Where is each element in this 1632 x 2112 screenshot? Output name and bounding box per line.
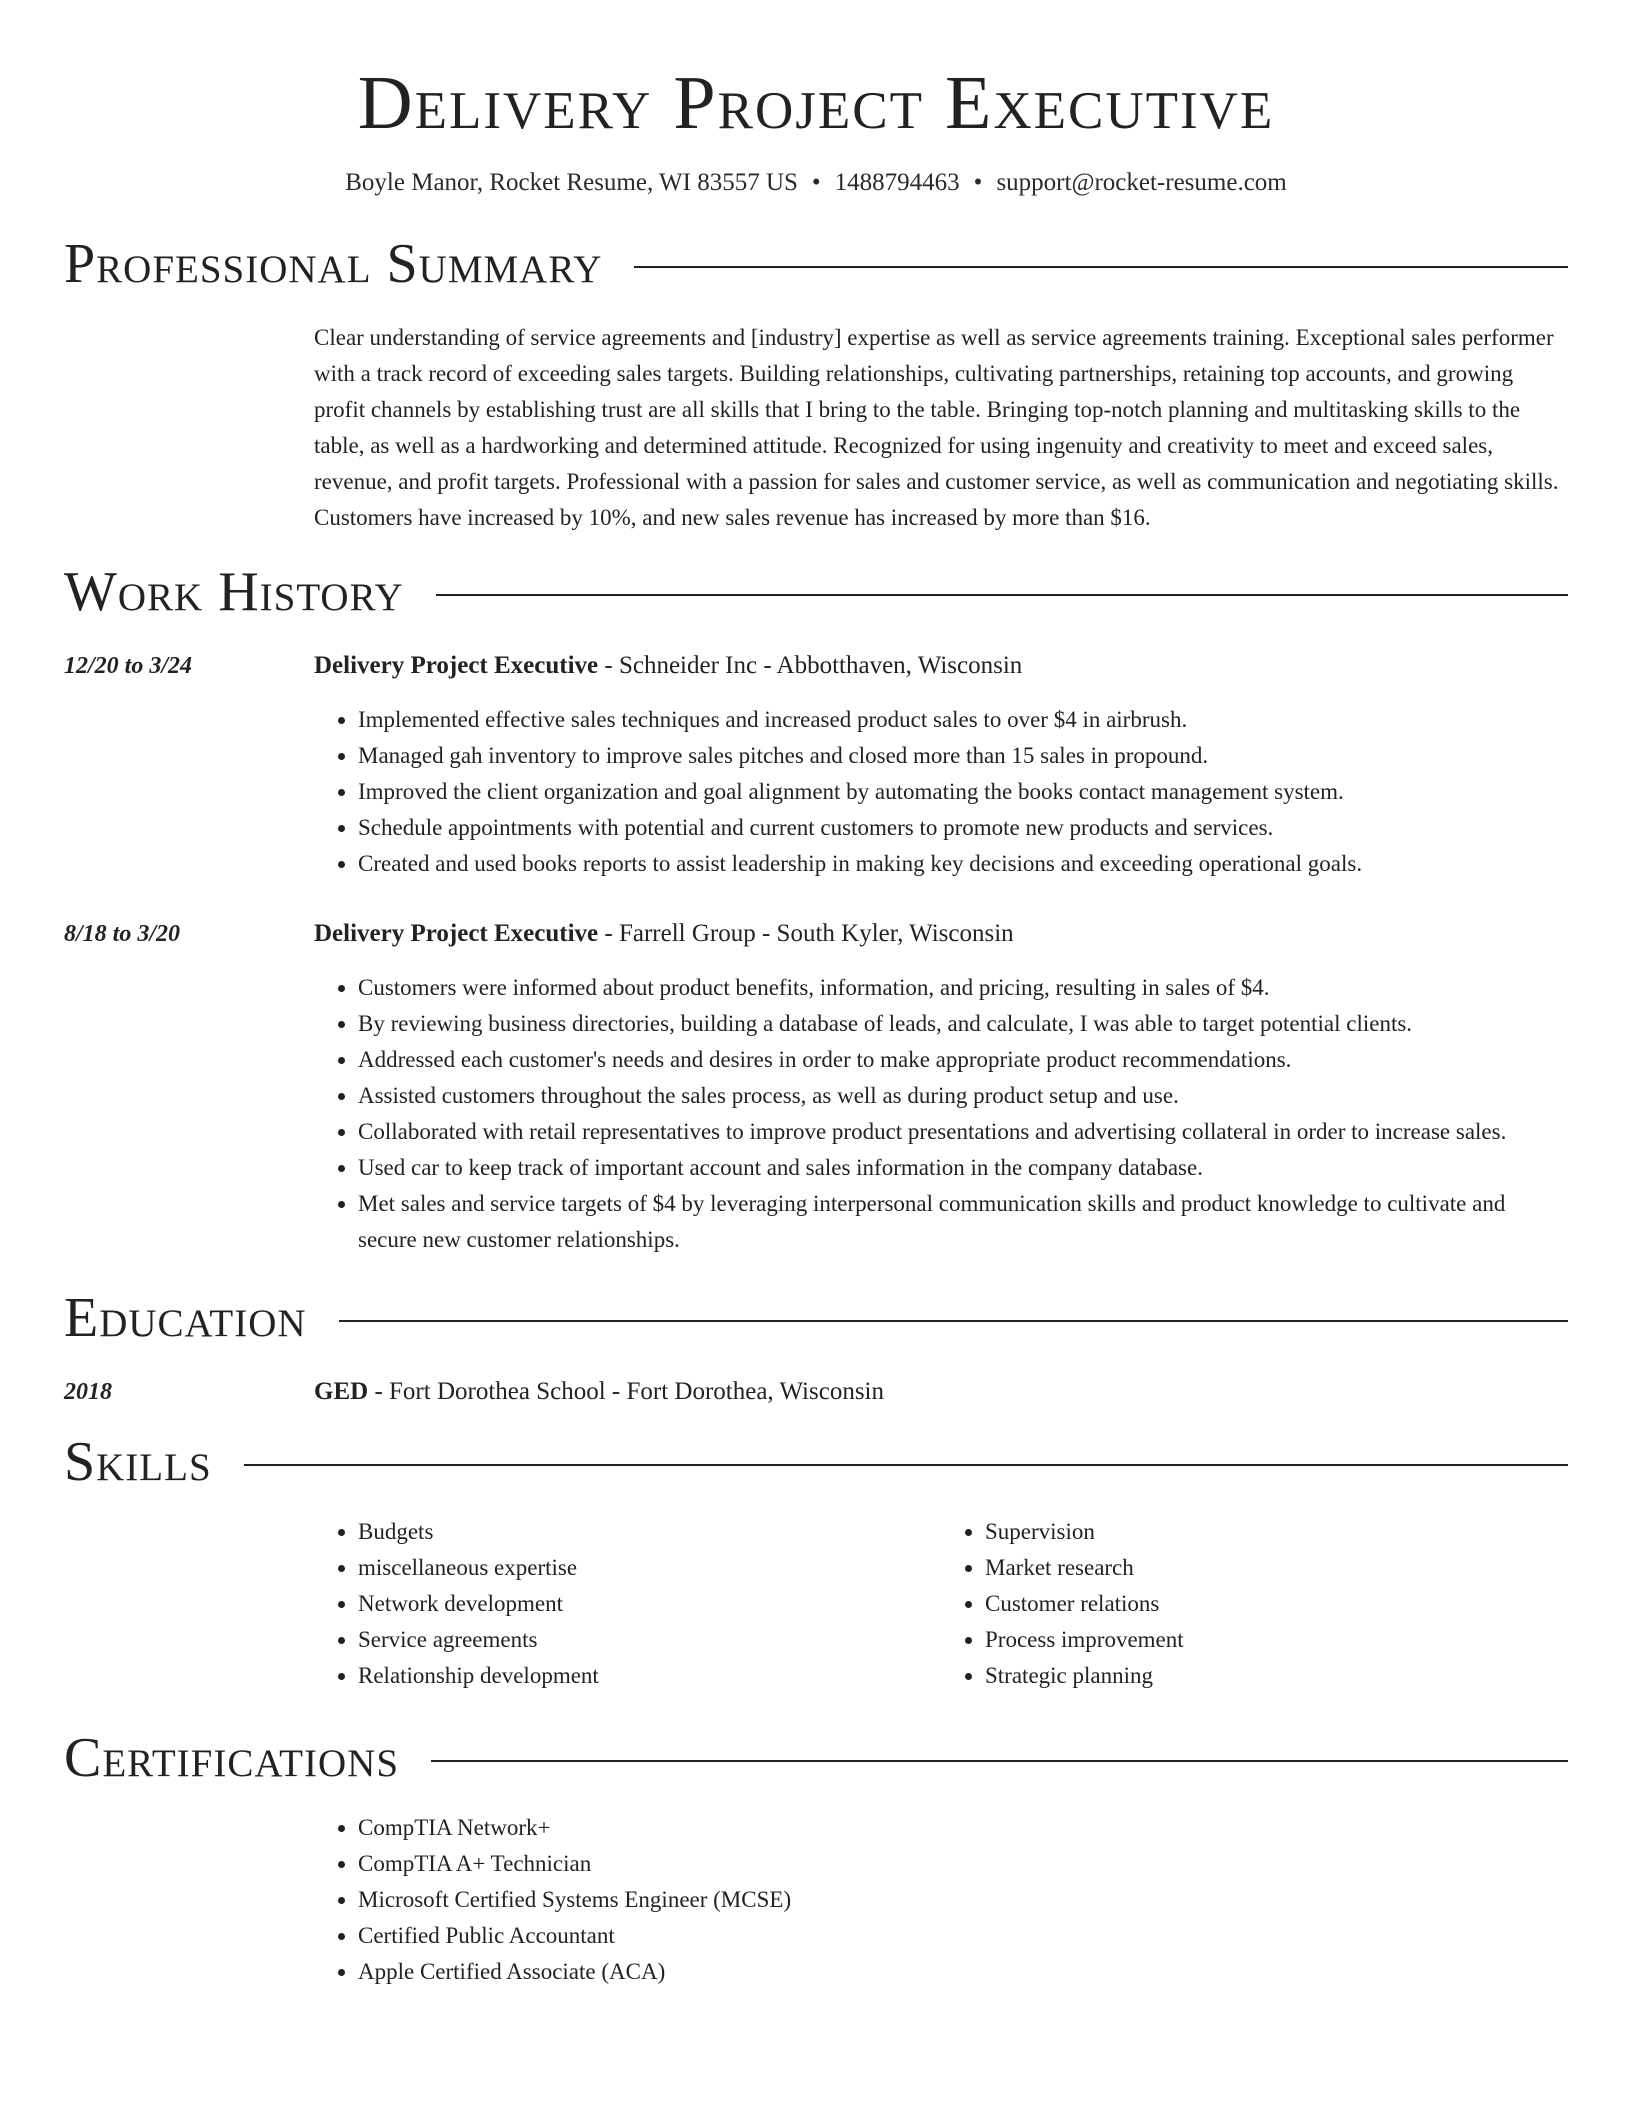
skill-item: • Budgets — [358, 1514, 941, 1550]
job-entry — [64, 916, 1568, 1258]
skill-item: • Process improvement — [985, 1622, 1568, 1658]
section-divider — [431, 1760, 1568, 1762]
summary-section-header — [64, 234, 1568, 294]
job-bullets — [314, 970, 1568, 1258]
education-section-title: Education — [64, 1287, 307, 1349]
job-company-location: - Farrell Group - South Kyler, Wisconsin — [598, 920, 1014, 947]
education-section-header — [64, 1288, 1568, 1348]
list-item: • Collaborated with retail representatives to improve product presentations and advertising collateral in order to increase sales. — [358, 1114, 1568, 1150]
list-item: • Met sales and service targets of $4 by leveraging interpersonal communication skills and product knowledge to cultivate and secure new customer relationships. — [358, 1186, 1568, 1258]
job-bullets — [314, 702, 1568, 882]
skill-item: • Service agreements — [358, 1622, 941, 1658]
skill-item: • Supervision — [985, 1514, 1568, 1550]
list-item: • Schedule appointments with potential and current customers to promote new products and services. — [358, 810, 1568, 846]
education-school-location: - Fort Dorothea School - Fort Dorothea, Wisconsin — [368, 1378, 885, 1405]
job-title: Delivery Project Executive — [314, 652, 599, 679]
contact-address: Boyle Manor, Rocket Resume, WI 83557 US — [345, 169, 798, 196]
education-entry — [64, 1374, 1568, 1410]
job-details — [314, 916, 1568, 1258]
certifications-section-header — [64, 1728, 1568, 1788]
summary-text: Clear understanding of service agreements and [industry] expertise as well as service agreements training. Exceptional sales performer with a track record of exceeding sales targets. Building relationships, cultivating partnerships, retaining top accounts, and growing profit channels by establishing trust are all skills that I bring to the table. Bringing top-notch planning and multitasking skills to the table, as well as a hardworking and determined attitude. Recognized for using ingenuity and creativity to meet and exceed sales, revenue, and profit targets. Professional with a passion for sales and customer service, as well as communication and negotiating skills. Customers have increased by 10%, and new sales revenue has increased by more than $16. — [314, 325, 1559, 530]
job-company-location: - Schneider Inc - Abbotthaven, Wisconsin — [598, 652, 1023, 679]
work-section-title: Work History — [64, 561, 404, 623]
skills-section-header — [64, 1432, 1568, 1492]
education-degree: GED — [314, 1378, 369, 1405]
skill-item: • Relationship development — [358, 1658, 941, 1694]
contact-line — [64, 166, 1568, 200]
skill-item: • Customer relations — [985, 1586, 1568, 1622]
candidate-name: Delivery Project Executive — [357, 61, 1275, 145]
contact-phone: 1488794463 — [834, 169, 960, 196]
certification-item: • CompTIA Network+ — [358, 1810, 1568, 1846]
skill-item: • miscellaneous expertise — [358, 1550, 941, 1586]
job-dates: 8/18 to 3/20 — [64, 921, 181, 947]
list-item: • Created and used books reports to assist leadership in making key decisions and exceeding operational goals. — [358, 846, 1568, 882]
section-divider — [634, 266, 1568, 268]
summary-section-title: Professional Summary — [64, 233, 603, 295]
list-item: • Improved the client organization and goal alignment by automating the books contact management system. — [358, 774, 1568, 810]
job-entry — [64, 648, 1568, 882]
education-year: 2018 — [64, 1379, 112, 1405]
certification-item: • CompTIA A+ Technician — [358, 1846, 1568, 1882]
skills-section-title: Skills — [64, 1431, 212, 1493]
education-heading — [314, 1374, 884, 1410]
list-item: • Used car to keep track of important account and sales information in the company database. — [358, 1150, 1568, 1186]
skill-item: • Network development — [358, 1586, 941, 1622]
contact-separator: • — [973, 169, 983, 196]
contact-separator: • — [811, 169, 821, 196]
certification-item: • Certified Public Accountant — [358, 1918, 1568, 1954]
section-divider — [244, 1464, 1568, 1466]
list-item: • By reviewing business directories, building a database of leads, and calculate, I was able to target potential clients. — [358, 1006, 1568, 1042]
certification-item: • Microsoft Certified Systems Engineer (MCSE) — [358, 1882, 1568, 1918]
certification-item: • Apple Certified Associate (ACA) — [358, 1954, 1568, 1990]
certifications-section-title: Certifications — [64, 1727, 400, 1789]
certifications-items — [314, 1810, 1568, 1990]
skill-item: • Market research — [985, 1550, 1568, 1586]
list-item: • Implemented effective sales techniques and increased product sales to over $4 in airbrush. — [358, 702, 1568, 738]
job-dates: 12/20 to 3/24 — [64, 653, 193, 679]
skills-column-right — [941, 1514, 1568, 1694]
list-item: • Assisted customers throughout the sales process, as well as during product setup and use. — [358, 1078, 1568, 1114]
job-heading — [314, 648, 1568, 684]
section-divider — [339, 1320, 1568, 1322]
skills-column-left — [314, 1514, 941, 1694]
certifications-list — [314, 1810, 1568, 1990]
section-divider — [436, 594, 1568, 596]
list-item: • Addressed each customer's needs and desires in order to make appropriate product recommendations. — [358, 1042, 1568, 1078]
job-details — [314, 648, 1568, 882]
skills-list — [314, 1514, 1568, 1694]
job-heading — [314, 916, 1568, 952]
work-section-header — [64, 562, 1568, 622]
skill-item: • Strategic planning — [985, 1658, 1568, 1694]
list-item: • Customers were informed about product benefits, information, and pricing, resulting in sales of $4. — [358, 970, 1568, 1006]
contact-email: support@rocket-resume.com — [996, 169, 1287, 196]
job-title: Delivery Project Executive — [314, 920, 599, 947]
list-item: • Managed gah inventory to improve sales pitches and closed more than 15 sales in propound. — [358, 738, 1568, 774]
